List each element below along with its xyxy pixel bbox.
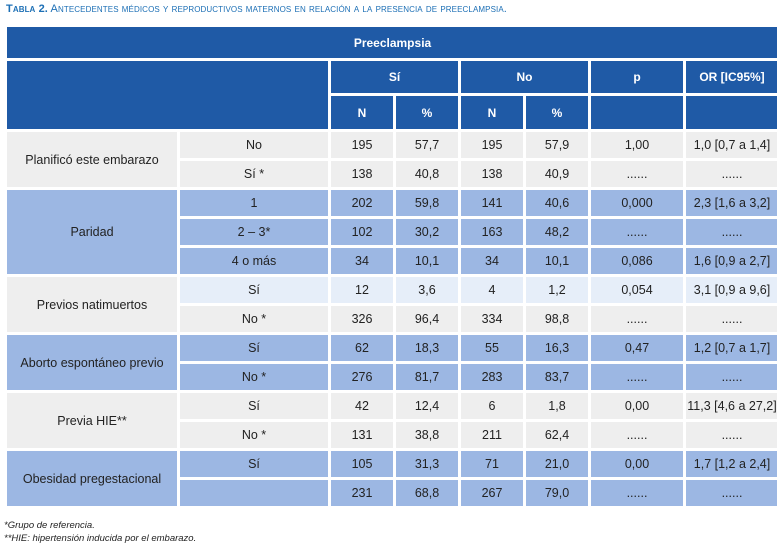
cell-pct-si: 10,1 <box>396 248 458 274</box>
header-no: No <box>461 61 588 93</box>
cell-pct-no: 62,4 <box>526 422 588 448</box>
cell-n-no: 6 <box>461 393 523 419</box>
cell-cat: Sí <box>180 451 328 477</box>
cell-p: ...... <box>591 219 683 245</box>
cell-n-no: 34 <box>461 248 523 274</box>
cell-pct-si: 68,8 <box>396 480 458 506</box>
footnote-hie: **HIE: hipertensión inducida por el embarazo. <box>4 533 197 544</box>
cell-pct-no: 10,1 <box>526 248 588 274</box>
table-row <box>7 277 777 303</box>
cell-pct-si: 3,6 <box>396 277 458 303</box>
cell-n-si: 231 <box>331 480 393 506</box>
cell-cat: 1 <box>180 190 328 216</box>
cell-p: ...... <box>591 306 683 332</box>
cell-n-no: 4 <box>461 277 523 303</box>
header-pct-no: % <box>526 96 588 129</box>
cell-or: 1,7 [1,2 a 2,4] <box>686 451 777 477</box>
header-p-blank <box>591 96 683 129</box>
cell-n-no: 195 <box>461 132 523 158</box>
cell-p: 0,000 <box>591 190 683 216</box>
cell-or: ...... <box>686 219 777 245</box>
cell-cat <box>180 480 328 506</box>
cell-n-no: 71 <box>461 451 523 477</box>
cell-n-no: 141 <box>461 190 523 216</box>
cell-pct-no: 79,0 <box>526 480 588 506</box>
table-row <box>7 190 777 216</box>
cell-p: ...... <box>591 161 683 187</box>
cell-n-si: 42 <box>331 393 393 419</box>
cell-or: 11,3 [4,6 a 27,2] <box>686 393 777 419</box>
cell-n-si: 34 <box>331 248 393 274</box>
header-blank <box>7 61 328 129</box>
cell-pct-no: 40,6 <box>526 190 588 216</box>
header-title: Preeclampsia <box>7 27 777 58</box>
header-or: OR [IC95%] <box>686 61 777 93</box>
cell-pct-si: 12,4 <box>396 393 458 419</box>
cell-p: 1,00 <box>591 132 683 158</box>
cell-pct-no: 98,8 <box>526 306 588 332</box>
cell-p: ...... <box>591 422 683 448</box>
data-table <box>4 24 777 509</box>
cell-n-no: 163 <box>461 219 523 245</box>
cell-pct-no: 1,2 <box>526 277 588 303</box>
cell-pct-si: 59,8 <box>396 190 458 216</box>
cell-n-si: 138 <box>331 161 393 187</box>
cell-n-no: 211 <box>461 422 523 448</box>
cell-n-no: 55 <box>461 335 523 361</box>
caption-text: Antecedentes médicos y reproductivos maternos en relación a la presencia de preeclampsia. <box>50 3 507 15</box>
cell-cat: Sí <box>180 335 328 361</box>
cell-p: 0,47 <box>591 335 683 361</box>
cell-p: ...... <box>591 364 683 390</box>
cell-or: 3,1 [0,9 a 9,6] <box>686 277 777 303</box>
table-row <box>7 393 777 419</box>
cell-or: ...... <box>686 422 777 448</box>
header-p: p <box>591 61 683 93</box>
cell-p: 0,086 <box>591 248 683 274</box>
cell-or: ...... <box>686 364 777 390</box>
cell-pct-no: 21,0 <box>526 451 588 477</box>
cell-n-no: 283 <box>461 364 523 390</box>
group-label: Previos natimuertos <box>7 277 177 332</box>
cell-p: 0,00 <box>591 451 683 477</box>
cell-or: ...... <box>686 480 777 506</box>
cell-pct-no: 40,9 <box>526 161 588 187</box>
cell-or: 1,0 [0,7 a 1,4] <box>686 132 777 158</box>
cell-or: 2,3 [1,6 a 3,2] <box>686 190 777 216</box>
cell-n-no: 138 <box>461 161 523 187</box>
group-label: Aborto espontáneo previo <box>7 335 177 390</box>
cell-n-si: 202 <box>331 190 393 216</box>
cell-pct-si: 81,7 <box>396 364 458 390</box>
cell-p: ...... <box>591 480 683 506</box>
cell-pct-si: 40,8 <box>396 161 458 187</box>
cell-cat: 2 – 3* <box>180 219 328 245</box>
cell-n-si: 195 <box>331 132 393 158</box>
cell-p: 0,054 <box>591 277 683 303</box>
cell-or: 1,2 [0,7 a 1,7] <box>686 335 777 361</box>
cell-n-si: 105 <box>331 451 393 477</box>
header-n-no: N <box>461 96 523 129</box>
group-label: Paridad <box>7 190 177 274</box>
cell-pct-no: 57,9 <box>526 132 588 158</box>
cell-or: ...... <box>686 161 777 187</box>
caption-label: Tabla 2. <box>6 3 48 15</box>
cell-pct-si: 31,3 <box>396 451 458 477</box>
cell-n-si: 102 <box>331 219 393 245</box>
cell-cat: Sí <box>180 277 328 303</box>
cell-cat: No <box>180 132 328 158</box>
header-si: Sí <box>331 61 458 93</box>
cell-pct-si: 18,3 <box>396 335 458 361</box>
cell-or: ...... <box>686 306 777 332</box>
cell-pct-si: 57,7 <box>396 132 458 158</box>
cell-cat: 4 o más <box>180 248 328 274</box>
cell-pct-no: 1,8 <box>526 393 588 419</box>
cell-n-si: 62 <box>331 335 393 361</box>
cell-n-no: 334 <box>461 306 523 332</box>
cell-n-si: 276 <box>331 364 393 390</box>
table-row <box>7 132 777 158</box>
table-row <box>7 335 777 361</box>
cell-cat: No * <box>180 306 328 332</box>
cell-cat: No * <box>180 364 328 390</box>
cell-cat: Sí <box>180 393 328 419</box>
cell-pct-si: 38,8 <box>396 422 458 448</box>
table-caption <box>6 3 507 15</box>
cell-n-si: 12 <box>331 277 393 303</box>
cell-n-si: 326 <box>331 306 393 332</box>
header-or-blank <box>686 96 777 129</box>
cell-n-si: 131 <box>331 422 393 448</box>
cell-pct-no: 16,3 <box>526 335 588 361</box>
cell-pct-si: 96,4 <box>396 306 458 332</box>
cell-p: 0,00 <box>591 393 683 419</box>
cell-cat: Sí * <box>180 161 328 187</box>
header-n-si: N <box>331 96 393 129</box>
group-label: Obesidad pregestacional <box>7 451 177 506</box>
group-label: Planificó este embarazo <box>7 132 177 187</box>
footnote-reference: *Grupo de referencia. <box>4 520 95 531</box>
cell-pct-si: 30,2 <box>396 219 458 245</box>
header-pct-si: % <box>396 96 458 129</box>
cell-n-no: 267 <box>461 480 523 506</box>
cell-pct-no: 83,7 <box>526 364 588 390</box>
cell-pct-no: 48,2 <box>526 219 588 245</box>
table-row <box>7 451 777 477</box>
cell-or: 1,6 [0,9 a 2,7] <box>686 248 777 274</box>
cell-cat: No * <box>180 422 328 448</box>
group-label: Previa HIE** <box>7 393 177 448</box>
